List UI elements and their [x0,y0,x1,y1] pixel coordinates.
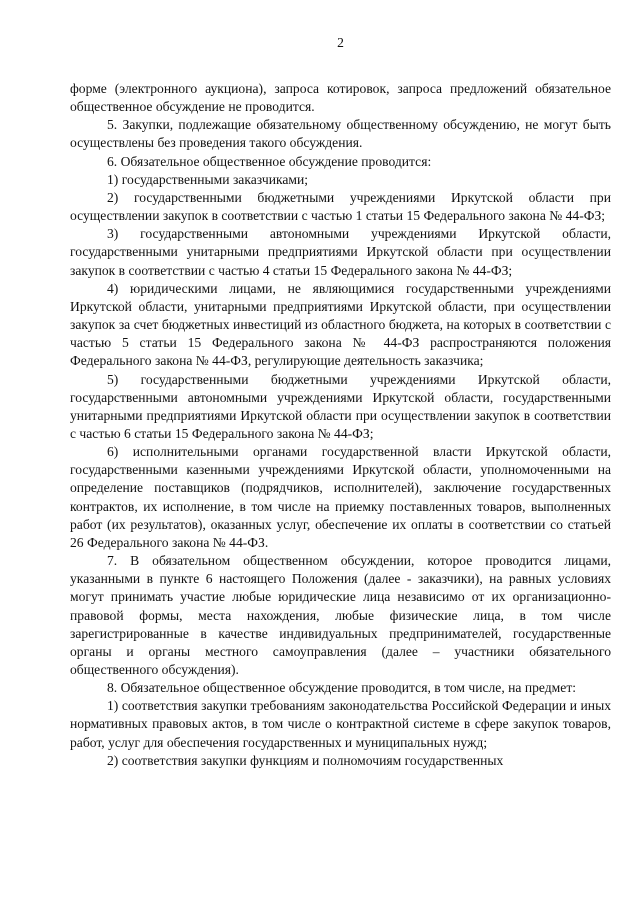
page-number: 2 [337,35,344,50]
list-item-8-2: 2) соответствия закупки функциям и полномочиям государственных [107,752,504,768]
list-item-6-5: 5) государственными бюджетными учреждениями Иркутской области, государственными автономными учреждениями Иркутской области, государственными унитарными предприятиями Иркутской области при осуществлении закупок в соответствии с частью 6 статьи 15 Федерального закона № 44-ФЗ; [70,371,611,441]
list-item-6-2: 2) государственными бюджетными учреждениями Иркутской области при осуществлении закупок в соответствии с частью 1 статьи 15 Федерального закона № 44-ФЗ; [70,189,611,224]
list-item-6-6: 6) исполнительными органами государственной власти Иркутской области, государственными казенными учреждениями Иркутской области, уполномоченными на определение поставщиков (подрядчиков, исполнителей), заключение государственных контрактов, их исполнение, в том числе на приемку поставленных товаров, выполненных работ (их результатов), оказанных услуг, обеспечение их оплаты в соответствии со статьей 26 Федерального закона № 44-ФЗ. [70,444,611,550]
list-item-6-3: 3) государственными автономными учреждениями Иркутской области, государственными унитарными предприятиями Иркутской области при осуществлении закупок в соответствии с частью 4 статьи 15 Федерального закона № 44-ФЗ; [70,226,611,278]
paragraph-item-7: 7. В обязательном общественном обсуждении, которое проводится лицами, указанными в пункте 6 настоящего Положения (далее - заказчики), на равных условиях могут принимать участие любые юридические лица независимо от их организационно-правовой формы, места нахождения, любые физические лица, в том числе зарегистрированные в качестве индивидуальных предпринимателей, государственные органы и органы местного самоуправления (далее – участники обязательного общественного обсуждения). [70,553,611,677]
list-item-6-1: 1) государственными заказчиками; [107,171,309,187]
document-page [70,34,611,770]
paragraph-item-5: 5. Закупки, подлежащие обязательному общественному обсуждению, не могут быть осуществлены без проведения такого обсуждения. [70,117,611,151]
paragraph-item-8: 8. Обязательное общественное обсуждение проводится, в том числе, на предмет: [107,680,577,696]
paragraph-item-6: 6. Обязательное общественное обсуждение проводится: [107,153,432,169]
list-item-8-1: 1) соответствия закупки требованиям законодательства Российской Федерации и иных нормативных правовых актов, в том числе о контрактной системе в сфере закупок товаров, работ, услуг для обеспечения государственных и муниципальных нужд; [70,698,611,750]
list-item-6-4: 4) юридическими лицами, не являющимися государственными учреждениями Иркутской области, унитарными предприятиями Иркутской области, при осуществлении закупок за счет бюджетных инвестиций из областного бюджета, на которых в соответствии с частью 5 статьи 15 Федерального закона № 44-ФЗ распространяются положения Федерального закона № 44-ФЗ, регулирующие деятельность заказчика; [70,280,611,369]
paragraph-continuation: форме (электронного аукциона), запроса котировок, запроса предложений обязательное общественное обсуждение не проводится. [70,81,611,115]
